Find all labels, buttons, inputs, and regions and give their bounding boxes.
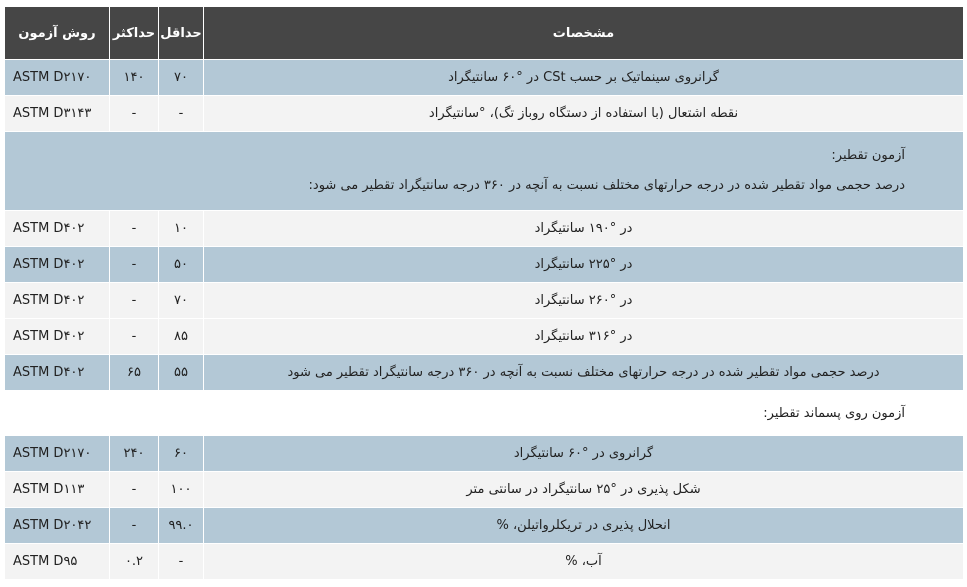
spec-cell: نقطه اشتعال (با استفاده از دستگاه روباز تگ)، °سانتیگراد — [204, 96, 964, 132]
min-cell: - — [159, 96, 204, 132]
table-row — [5, 319, 964, 355]
max-cell: ۰.۲ — [110, 544, 159, 580]
table-row — [5, 96, 964, 132]
header-min: حداقل — [159, 7, 204, 60]
method-cell: ASTM D۴۰۲ — [5, 247, 110, 283]
min-cell: ۵۰ — [159, 247, 204, 283]
spec-cell: درصد حجمی مواد تقطیر شده در درجه حرارتهای مختلف نسبت به آنچه در ۳۶۰ درجه سانتیگراد تقطیر می شود — [204, 355, 964, 391]
residue-section-row — [5, 391, 964, 436]
spec-cell: در °۲۶۰ سانتیگراد — [204, 283, 964, 319]
max-cell: ۱۴۰ — [110, 60, 159, 96]
method-cell: ASTM D۲۰۴۲ — [5, 508, 110, 544]
min-cell: ۱۰ — [159, 211, 204, 247]
distillation-section-row — [5, 132, 964, 211]
max-cell: - — [110, 211, 159, 247]
min-cell: ۹۹.۰ — [159, 508, 204, 544]
distillation-section-cell — [5, 132, 964, 211]
spec-cell: در °۲۲۵ سانتیگراد — [204, 247, 964, 283]
header-spec: مشخصات — [204, 7, 964, 60]
spec-cell: گرانروی در °۶۰ سانتیگراد — [204, 436, 964, 472]
table-row — [5, 247, 964, 283]
distillation-title: آزمون تقطیر: — [831, 148, 905, 163]
header-max: حداکثر — [110, 7, 159, 60]
method-cell: ASTM D۱۱۳ — [5, 472, 110, 508]
spec-cell: شکل پذیری در °۲۵ سانتیگراد در سانتی متر — [204, 472, 964, 508]
spec-cell: انحلال پذیری در تریکلرواتیلن، % — [204, 508, 964, 544]
specifications-table-wrapper — [4, 6, 963, 580]
table-row — [5, 544, 964, 580]
table-row — [5, 60, 964, 96]
max-cell: - — [110, 472, 159, 508]
max-cell: - — [110, 283, 159, 319]
method-cell: ASTM D۴۰۲ — [5, 211, 110, 247]
specifications-table — [4, 6, 964, 580]
header-method: روش آزمون — [5, 7, 110, 60]
max-cell: - — [110, 96, 159, 132]
min-cell: ۷۰ — [159, 60, 204, 96]
residue-title: آزمون روی پسماند تقطیر: — [5, 391, 964, 436]
table-row — [5, 283, 964, 319]
method-cell: ASTM D۲۱۷۰ — [5, 436, 110, 472]
table-row — [5, 472, 964, 508]
min-cell: ۵۵ — [159, 355, 204, 391]
table-row — [5, 211, 964, 247]
distillation-subtitle: درصد حجمی مواد تقطیر شده در درجه حرارتهای مختلف نسبت به آنچه در ۳۶۰ درجه سانتیگراد تقطیر می شود: — [308, 178, 905, 193]
spec-cell: گرانروی سینماتیک بر حسب CSt در °۶۰ سانتیگراد — [204, 60, 964, 96]
table-row — [5, 508, 964, 544]
spec-cell: در °۱۹۰ سانتیگراد — [204, 211, 964, 247]
max-cell: - — [110, 319, 159, 355]
min-cell: ۷۰ — [159, 283, 204, 319]
spec-cell: آب، % — [204, 544, 964, 580]
method-cell: ASTM D۹۵ — [5, 544, 110, 580]
min-cell: - — [159, 544, 204, 580]
method-cell: ASTM D۴۰۲ — [5, 283, 110, 319]
max-cell: ۲۴۰ — [110, 436, 159, 472]
min-cell: ۱۰۰ — [159, 472, 204, 508]
method-cell: ASTM D۴۰۲ — [5, 355, 110, 391]
method-cell: ASTM D۲۱۷۰ — [5, 60, 110, 96]
max-cell: - — [110, 247, 159, 283]
spec-cell: در °۳۱۶ سانتیگراد — [204, 319, 964, 355]
method-cell: ASTM D۳۱۴۳ — [5, 96, 110, 132]
max-cell: ۶۵ — [110, 355, 159, 391]
method-cell: ASTM D۴۰۲ — [5, 319, 110, 355]
table-row — [5, 355, 964, 391]
table-row — [5, 436, 964, 472]
header-row — [5, 7, 964, 60]
max-cell: - — [110, 508, 159, 544]
min-cell: ۶۰ — [159, 436, 204, 472]
min-cell: ۸۵ — [159, 319, 204, 355]
